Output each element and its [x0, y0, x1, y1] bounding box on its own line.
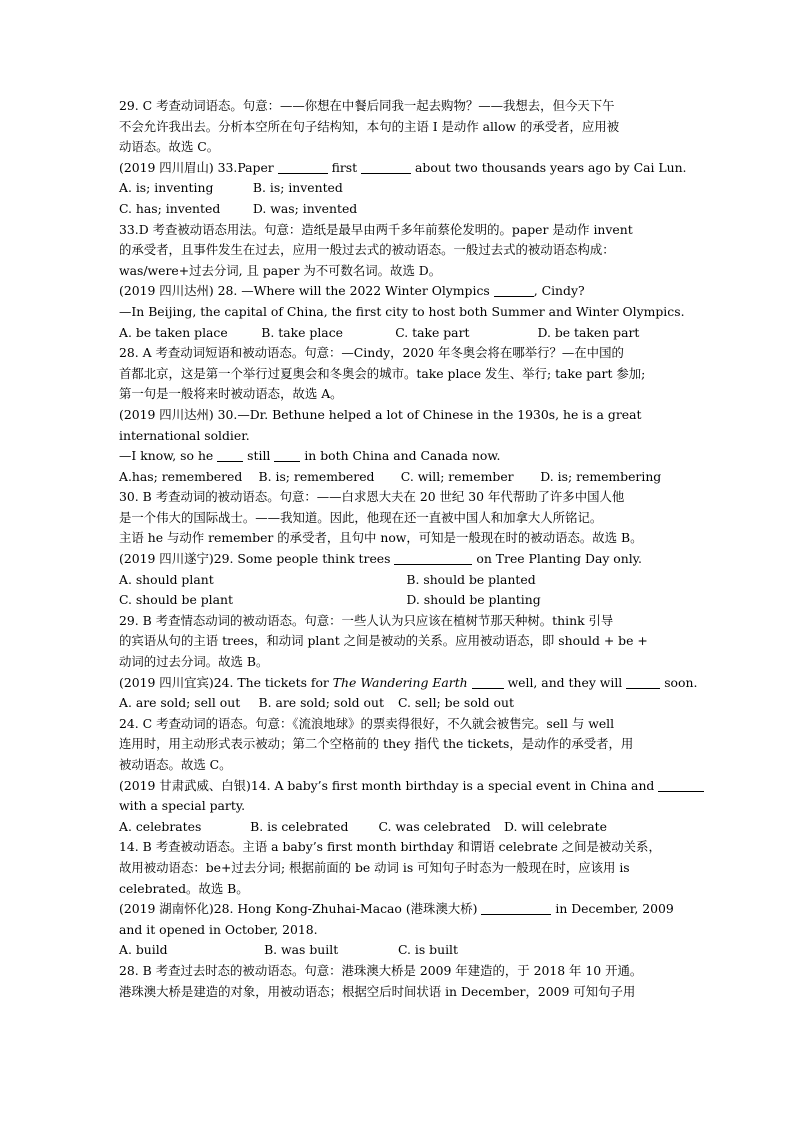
- options-28-dazhou: [119, 323, 677, 344]
- answer-28-line-3: 第一句是一般将来时被动语态，故选 A。: [119, 386, 343, 402]
- options-28-huaihua: [119, 940, 677, 961]
- option-c: C. should be plant: [119, 592, 233, 608]
- document-page: [119, 96, 698, 1002]
- answer-28-line-1: 28. A 考查动词短语和被动语态。句意：—Cindy，2020 年冬奥会将在哪举行？—在中国的: [119, 345, 624, 361]
- answer-29c-line-3: 动语态。故选 C。: [119, 139, 220, 155]
- question-30-cont: international soldier.: [119, 427, 250, 443]
- option-a: A.has; remembered: [119, 468, 243, 484]
- options-29-row-1: [119, 570, 677, 591]
- options-14: [119, 817, 677, 838]
- answer-29c-line-1: 29. C 考查动词语态。句意：——你想在中餐后同我一起去购物？——我想去，但今天下午: [119, 98, 615, 113]
- answer-blank: [217, 448, 243, 462]
- option-b: B. take place: [261, 324, 343, 340]
- option-b: B. is; invented: [252, 180, 343, 196]
- answer-14-line-2: 故用被动语态：be+过去分词; 根据前面的 be 动词 is 可知句子时态为一般现在时，应该用 is: [119, 859, 630, 875]
- option-d: D. was; invented: [252, 200, 358, 216]
- answer-24-line-3: 被动语态。故选 C。: [119, 757, 232, 772]
- answer-33-line-3: was/were+过去分词, 且 paper 为不可数名词。故选 D。: [119, 262, 442, 278]
- answer-24-line-1: 24. C 考查动词的语态。句意：《流浪地球》的票卖得很好，不久就会被售完。sell 与 well: [119, 715, 615, 731]
- options-24: [119, 693, 677, 714]
- answer-29b-line-2: 的宾语从句的主语 trees，和动词 plant 之间是被动的关系。应用被动语态，即 should + be +: [119, 633, 648, 649]
- options-30: [119, 467, 677, 488]
- option-d: D. will celebrate: [504, 818, 607, 834]
- question-30: (2019 四川达州) 30.—Dr. Bethune helped a lot of Chinese in the 1930s, he is a great: [119, 406, 642, 422]
- answer-24-line-2: 连用时，用主动形式表示被动；第二个空格前的 they 指代 the tickets，是动作的承受者，用: [119, 736, 634, 752]
- option-a: A. should plant: [119, 571, 214, 587]
- answer-28-line-2: 首都北京，这是第一个举行过夏奥会和冬奥会的城市。take place 发生、举行; take part 参加;: [119, 365, 646, 381]
- option-b: B. is; remembered: [258, 468, 375, 484]
- question-24: (2019 四川宜宾)24. The tickets for The Wandering Earth well, and they will soon.: [119, 674, 698, 690]
- question-28-huaihua: (2019 湖南怀化)28. Hong Kong-Zhuhai-Macao (港珠澳大桥) in December, 2009: [119, 901, 674, 917]
- answer-blank: [274, 448, 300, 462]
- answer-30-line-3: 主语 he 与动作 remember 的承受者，且句中 now，可知是一般现在时的被动语态。故选 B。: [119, 530, 643, 546]
- answer-blank: [481, 901, 551, 915]
- option-d: D. be taken part: [537, 324, 640, 340]
- option-c: C. was celebrated: [378, 818, 491, 834]
- question-14: (2019 甘肃武威、白银)14. A baby’s first month birthday is a special event in China and: [119, 776, 677, 797]
- question-14-cont: with a special party.: [119, 798, 246, 814]
- answer-blank: [394, 551, 472, 565]
- option-a: A. is; inventing: [119, 180, 214, 196]
- answer-14-line-3: celebrated。故选 B。: [119, 880, 249, 896]
- answer-28h-line-1: 28. B 考查过去时态的被动语态。句意：港珠澳大桥是 2009 年建造的，于 2018 年 10 开通。: [119, 962, 643, 978]
- option-c: C. is built: [397, 942, 458, 958]
- question-28-dazhou: (2019 四川达州) 28. —Where will the 2022 Winter Olympics , Cindy?: [119, 283, 585, 299]
- option-a: A. are sold; sell out: [119, 695, 241, 711]
- option-b: B. should be planted: [406, 571, 536, 587]
- option-a: A. be taken place: [119, 324, 228, 340]
- answer-blank: [494, 283, 534, 297]
- option-b: B. is celebrated: [250, 818, 349, 834]
- option-d: D. should be planting: [406, 592, 541, 608]
- answer-29c-line-2: 不会允许我出去。分析本空所在句子结构知，本句的主语 I 是动作 allow 的承受者，应用被: [119, 118, 620, 134]
- option-b: B. was built: [264, 942, 339, 958]
- answer-blank: [278, 160, 328, 174]
- options-29-row-2: [119, 590, 677, 611]
- answer-blank: [361, 160, 411, 174]
- answer-33-line-1: 33.D 考查被动语态用法。句意：造纸是最早由两千多年前蔡伦发明的。paper 是动作 invent: [119, 221, 633, 237]
- answer-blank: [472, 675, 504, 689]
- option-c: C. will; remember: [400, 468, 514, 484]
- answer-28h-line-2: 港珠澳大桥是建造的对象，用被动语态；根据空后时间状语 in December，2009 可知句子用: [119, 983, 636, 999]
- question-30-response: —I know, so he still in both China and Canada now.: [119, 448, 501, 464]
- answer-blank: [626, 675, 660, 689]
- option-b: B. are sold; sold out: [258, 695, 384, 711]
- question-29-suining: (2019 四川遂宁)29. Some people think trees on Tree Planting Day only.: [119, 551, 642, 567]
- answer-29b-line-1: 29. B 考查情态动词的被动语态。句意：一些人认为只应该在植树节那天种树。think 引导: [119, 612, 614, 628]
- options-33-row-2: [119, 199, 677, 220]
- option-c: C. has; invented: [119, 200, 221, 216]
- question-33: (2019 四川眉山) 33.Paper first about two thousands years ago by Cai Lun.: [119, 159, 687, 175]
- answer-30-line-2: 是一个伟大的国际战士。——我知道。因此，他现在还一直被中国人和加拿大人所铭记。: [119, 509, 603, 525]
- answer-30-line-1: 30. B 考查动词的被动语态。句意：——白求恩大夫在 20 世纪 30 年代帮助了许多中国人他: [119, 489, 625, 505]
- option-a: A. build: [119, 942, 168, 958]
- option-a: A. celebrates: [119, 818, 202, 834]
- answer-14-line-1: 14. B 考查被动语态。主语 a baby’s first month birthday 和谓语 celebrate 之间是被动关系，: [119, 839, 661, 855]
- answer-29b-line-3: 动词的过去分词。故选 B。: [119, 654, 269, 670]
- options-33-row-1: [119, 178, 677, 199]
- question-28-huaihua-cont: and it opened in October, 2018.: [119, 921, 318, 937]
- option-d: D. is; remembering: [540, 468, 662, 484]
- answer-33-line-2: 的承受者，且事件发生在过去，应用一般过去式的被动语态。一般过去式的被动语态构成：: [119, 242, 615, 258]
- question-28-response: —In Beijing, the capital of China, the first city to host both Summer and Winter Olympics.: [119, 303, 685, 319]
- option-c: C. sell; be sold out: [398, 695, 514, 711]
- option-c: C. take part: [395, 324, 470, 340]
- film-title: The Wandering Earth: [332, 674, 468, 690]
- answer-blank: [658, 778, 704, 792]
